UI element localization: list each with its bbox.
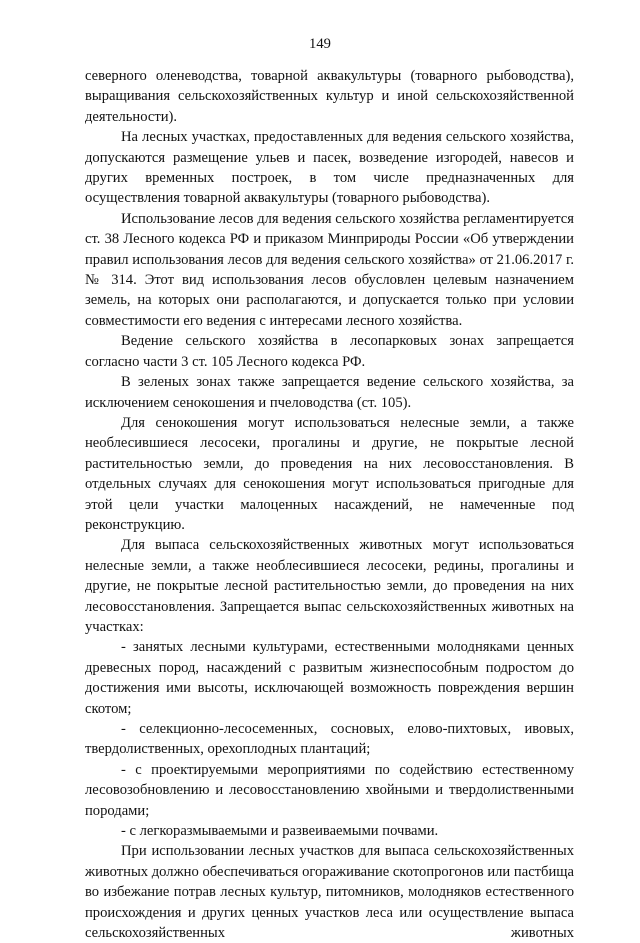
- paragraph-continuation: северного оленеводства, товарной аквакультуры (товарного рыбоводства), выращивания сельскохозяйственных культур и иной сельскохозяйственной деятельности).: [85, 68, 574, 125]
- paragraph-fencing: При использовании лесных участков для выпаса сельскохозяйственных животных должно обеспечиваться огораживание скотопрогонов или пастбища во избежание потрав лесных культур, питомников, молодняков естественного происхождения и других ценных участков леса или осуществление выпаса сельскохозяйственных животных: [85, 843, 574, 942]
- paragraph-placement-of-hives: На лесных участках, предоставленных для ведения сельского хозяйства, допускаются размещение ульев и пасек, возведение изгородей, навесов и других временных построек, в том числе предназначенных для осуществления товарной аквакультуры (товарного рыбоводства).: [85, 129, 574, 207]
- document-body: [85, 66, 574, 943]
- page-number: 149: [309, 36, 331, 52]
- paragraph-grazing: Для выпаса сельскохозяйственных животных могут использоваться нелесные земли, а также необлесившиеся лесосеки, редины, прогалины и другие, не покрытые лесной растительностью земли, до проведения на них лесовосстановления. Запрещается выпас сельскохозяйственных животных на участках:: [85, 537, 574, 635]
- paragraph-green-zones: В зеленых зонах также запрещается ведение сельского хозяйства, за исключением сенокошения и пчеловодства (ст. 105).: [85, 374, 574, 411]
- list-item-reforestation: - с проектируемыми мероприятиями по содействию естественному лесовозобновлению и лесовосстановлению хвойными и твердолиственными породами;: [85, 761, 574, 819]
- list-item-erodible-soils: - с легкоразмываемыми и развеиваемыми почвами.: [121, 823, 439, 840]
- list-item-forest-cultures: - занятых лесными культурами, естественными молодняками ценных древесных пород, насаждений с развитым жизнеспособным подростом до достижения ими высоты, исключающей возможность повреждения вершин скотом;: [85, 639, 574, 717]
- list-item-plantations: - селекционно-лесосеменных, сосновых, елово-пихтовых, ивовых, твердолиственных, орехоплодных плантаций;: [85, 721, 574, 758]
- paragraph-haymaking: Для сенокошения могут использоваться нелесные земли, а также необлесившиеся лесосеки, прогалины и другие, не покрытые лесной растительностью земли, до проведения на них лесовосстановления. В отдельных случаях для сенокошения могут использоваться пригодные для этой цели участки малоценных насаждений, не намеченные под реконструкцию.: [85, 414, 574, 533]
- paragraph-forest-park-zones: Ведение сельского хозяйства в лесопарковых зонах запрещается согласно части 3 ст. 105 Лесного кодекса РФ.: [85, 333, 574, 370]
- paragraph-legal-regulation: Использование лесов для ведения сельского хозяйства регламентируется ст. 38 Лесного кодекса РФ и приказом Минприроды России «Об утверждении правил использования лесов для ведения сельского хозяйства» от 21.06.2017 г. № 314. Этот вид использования лесов обусловлен целевым назначением земель, на которых они располагаются, и допускается только при условии совместимости его ведения с интересами лесного хозяйства.: [85, 210, 574, 329]
